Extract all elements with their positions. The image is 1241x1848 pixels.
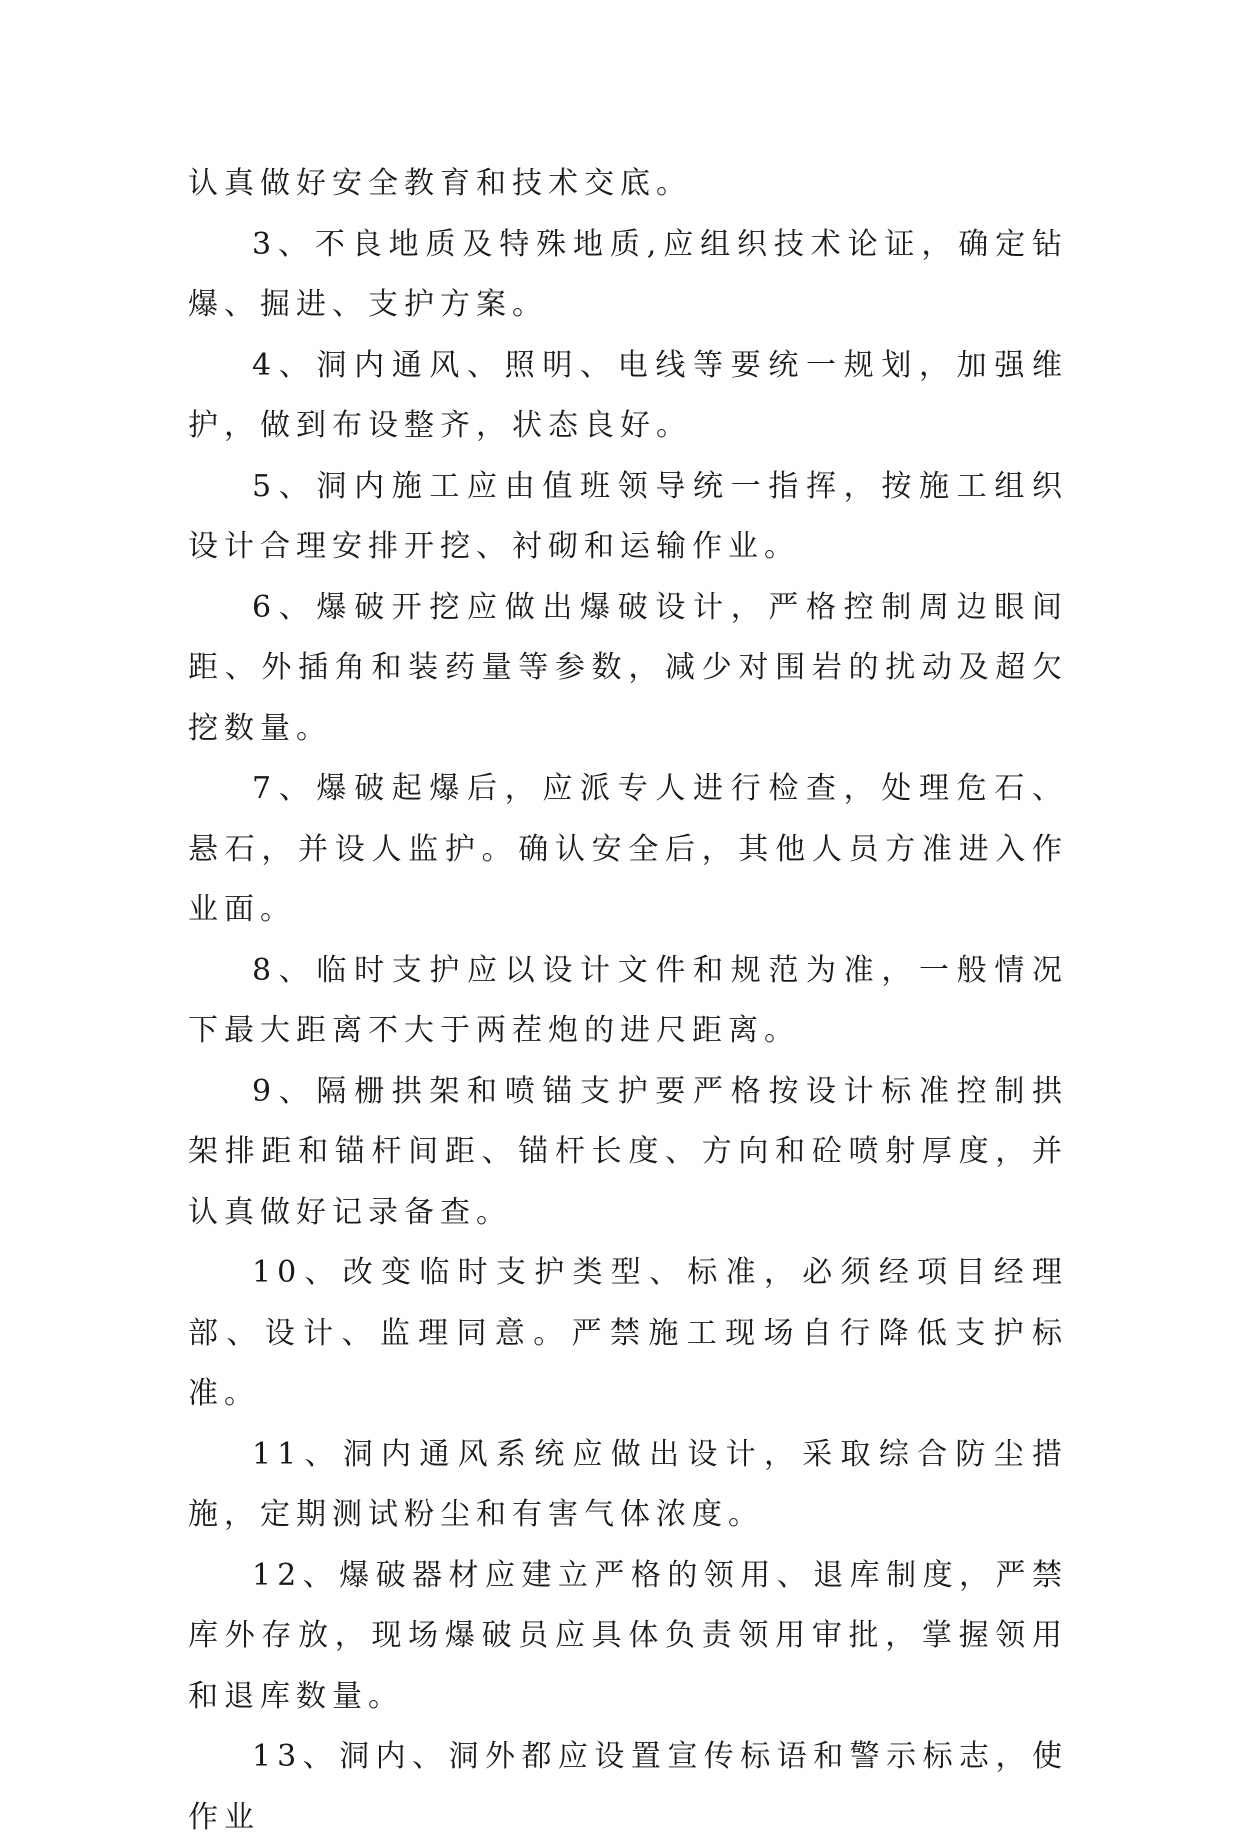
paragraph-continuation: 认真做好安全教育和技术交底。 [188,166,692,201]
paragraph-item-11: 11、洞内通风系统应做出设计，采取综合防尘措施，定期测试粉尘和有害气体浓度。 [188,1436,1068,1532]
paragraph-item-4: 4、洞内通风、照明、电线等要统一规划，加强维护，做到布设整齐，状态良好。 [188,347,1068,443]
paragraph-item-13: 13、洞内、洞外都应设置宣传标语和警示标志，使作业 [188,1739,1068,1835]
paragraph-item-6: 6、爆破开挖应做出爆破设计，严格控制周边眼间距、外插角和装药量等参数，减少对围岩的扰动及超欠挖数量。 [188,589,1068,746]
paragraph-item-9: 9、隔栅拱架和喷锚支护要严格按设计标准控制拱架排距和锚杆间距、锚杆长度、方向和砼喷射厚度，并认真做好记录备查。 [188,1073,1068,1230]
paragraph-item-10: 10、改变临时支护类型、标准，必须经项目经理部、设计、监理同意。严禁施工现场自行降低支护标准。 [188,1255,1068,1411]
paragraph-item-5: 5、洞内施工应由值班领导统一指挥，按施工组织设计合理安排开挖、衬砌和运输作业。 [188,468,1068,564]
paragraph-item-8: 8、临时支护应以设计文件和规范为准，一般情况下最大距离不大于两茬炮的进尺距离。 [188,952,1068,1048]
paragraph-item-12: 12、爆破器材应建立严格的领用、退库制度，严禁库外存放，现场爆破员应具体负责领用审批，掌握领用和退库数量。 [188,1557,1068,1714]
document-body [188,154,1068,1848]
paragraph-item-3: 3、不良地质及特殊地质,应组织技术论证，确定钻爆、掘进、支护方案。 [188,226,1068,322]
paragraph-item-7: 7、爆破起爆后，应派专人进行检查，处理危石、悬石，并设人监护。确认安全后，其他人员方准进入作业面。 [188,771,1068,927]
